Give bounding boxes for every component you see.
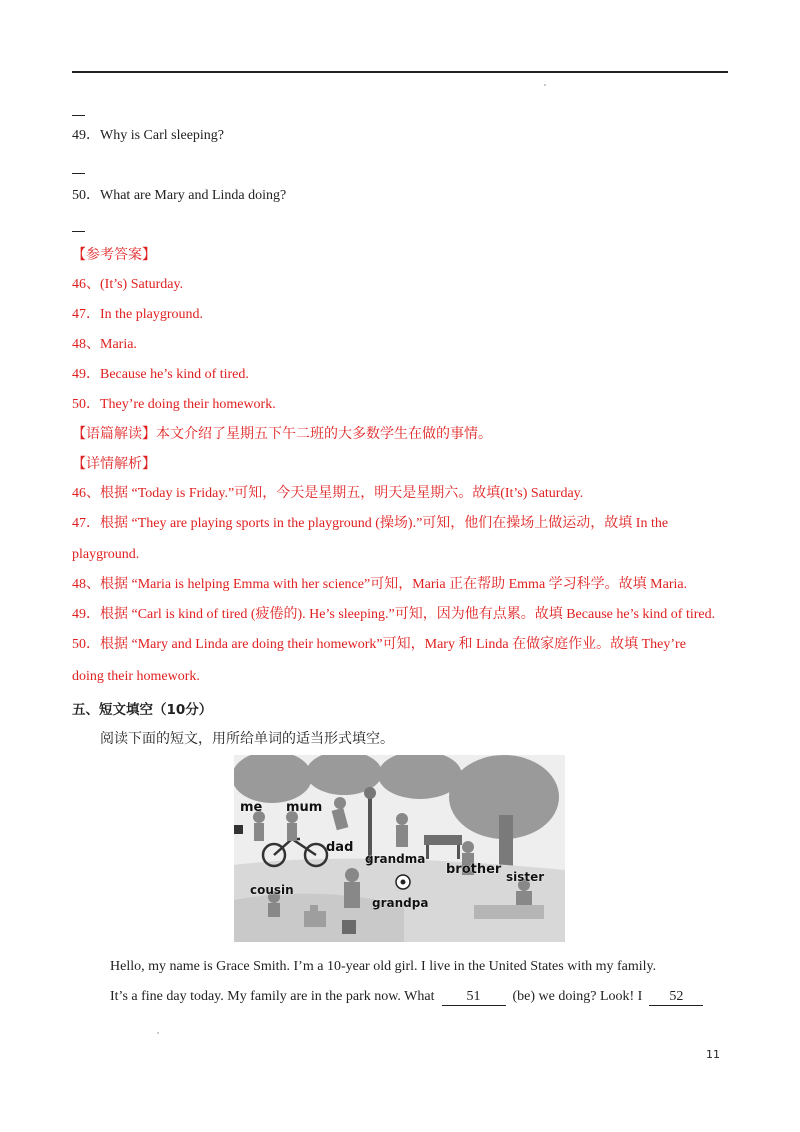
answer-49: 49．Because he’s kind of tired. (72, 367, 249, 382)
label-grandpa: grandpa (372, 896, 429, 910)
passage-line-1: Hello, my name is Grace Smith. I’m a 10-year old girl. I live in the United States with my family. (110, 959, 657, 974)
passage-line-2-end: (be) we doing? Look! I (512, 989, 643, 1004)
analysis-49: 49．根据 “Carl is kind of tired (疲倦的). He’s sleeping.”可知，因为他有点累。故填 Because he’s kind of tired. (72, 607, 716, 622)
section-title: 五、短文填空（10分） (72, 702, 213, 718)
answer-48: 48、Maria. (72, 337, 137, 352)
analysis-47-cont: playground. (72, 547, 140, 562)
speck (544, 84, 546, 86)
question-50: 50．What are Mary and Linda doing? (72, 188, 287, 203)
page-number: 11 (706, 1048, 720, 1061)
summary: 【语篇解读】本文介绍了星期五下午二班的大多数学生在做的事情。 (72, 427, 492, 442)
answers-label: 【参考答案】 (72, 248, 156, 263)
answer-46: 46、(It’s) Saturday. (72, 277, 184, 292)
label-grandma: grandma (365, 852, 426, 866)
label-dad: dad (326, 840, 354, 855)
label-sister: sister (506, 870, 545, 884)
label-brother: brother (446, 862, 502, 877)
analysis-50: 50．根据 “Mary and Linda are doing their homework”可知，Mary 和 Linda 在做家庭作业。故填 They’re (72, 637, 686, 652)
label-me: me (240, 800, 263, 815)
answer-47: 47．In the playground. (72, 307, 204, 322)
answer-dash (72, 115, 85, 116)
answer-dash (72, 173, 85, 174)
label-mum: mum (286, 800, 323, 815)
blank-51: 51 (442, 989, 506, 1006)
answer-dash (72, 231, 85, 232)
analysis-50-cont: doing their homework. (72, 669, 200, 684)
passage-line-2-start: It’s a fine day today. My family are in the park now. What (110, 989, 435, 1004)
passage-line-2 (110, 987, 703, 1007)
label-cousin: cousin (250, 883, 294, 897)
blank-52: 52 (649, 989, 703, 1006)
question-49: 49．Why is Carl sleeping? (72, 128, 225, 143)
speck (157, 1032, 159, 1034)
answer-50: 50．They’re doing their homework. (72, 397, 276, 412)
analysis-47: 47．根据 “They are playing sports in the playground (操场).”可知，他们在操场上做运动，故填 In the (72, 516, 669, 531)
analysis-46: 46、根据 “Today is Friday.”可知，今天是星期五，明天是星期六。故填(It’s) Saturday. (72, 486, 584, 501)
header-rule (72, 71, 728, 73)
section-instruction: 阅读下面的短文，用所给单词的适当形式填空。 (100, 732, 394, 747)
analysis-48: 48、根据 “Maria is helping Emma with her science”可知，Maria 正在帮助 Emma 学习科学。故填 Maria. (72, 577, 688, 592)
park-family-illustration (234, 755, 565, 942)
analysis-label: 【详情解析】 (72, 457, 156, 472)
